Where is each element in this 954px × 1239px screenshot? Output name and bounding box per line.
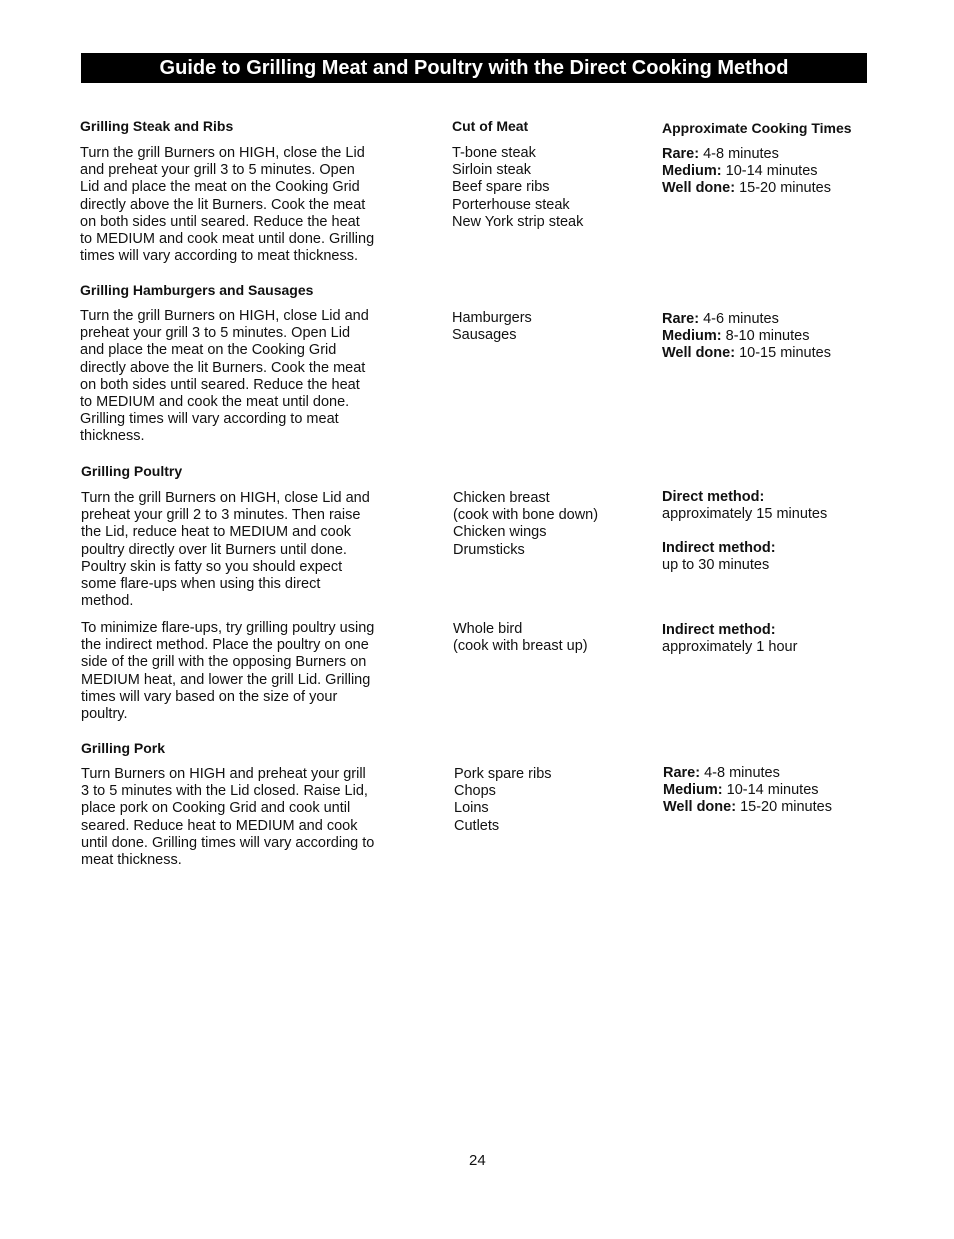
- time-row: Medium: 10-14 minutes: [663, 782, 819, 799]
- pork-cuts: Pork spare ribs Chops Loins Cutlets: [454, 766, 552, 834]
- poultry-indirect-instructions: To minimize flare-ups, try grilling poultry using the indirect method. Place the poultry on one side of the grill with the opposing Burners on MEDIUM heat, and lower the grill Lid. Grilling times will vary based on the size of your poultry.: [81, 620, 375, 723]
- hamburger-times: [662, 311, 831, 363]
- hamburger-cuts: Hamburgers Sausages: [452, 310, 532, 344]
- poultry-indirect-method: Indirect method: up to 30 minutes: [662, 540, 776, 574]
- whole-bird-cuts: Whole bird (cook with breast up): [453, 621, 588, 655]
- steak-instructions: Turn the grill Burners on HIGH, close the Lid and preheat your grill 3 to 5 minutes. Open Lid and place the meat on the Cooking Grid directly above the lit Burners. Cook the meat on both sides until seared. Reduce the heat to MEDIUM and cook meat until done. Grilling times will vary according to meat thickness.: [80, 145, 375, 265]
- time-row: Rare: 4-8 minutes: [663, 765, 780, 781]
- time-row: Well done: 15-20 minutes: [663, 799, 832, 816]
- column-header-cut: Cut of Meat: [452, 118, 529, 134]
- poultry-direct-method: Direct method: approximately 15 minutes: [662, 489, 828, 523]
- steak-times: [662, 146, 831, 198]
- column-header-times: Approximate Cooking Times: [662, 120, 852, 136]
- pork-instructions: Turn Burners on HIGH and preheat your grill 3 to 5 minutes with the Lid closed. Raise Lid, place pork on Cooking Grid and cook until seared. Reduce heat to MEDIUM and cook until done. Grilling times will vary according to meat thickness.: [81, 766, 375, 869]
- hamburger-instructions: Turn the grill Burners on HIGH, close Lid and preheat your grill 3 to 5 minutes. Open Lid and place the meat on the Cooking Grid directly above the lit Burners. Cook the meat on both sides until seared. Reduce the heat to MEDIUM and cook the meat until done. Grilling times will vary according to meat thickness.: [80, 308, 369, 445]
- whole-bird-method: Indirect method: approximately 1 hour: [662, 622, 798, 656]
- time-row: Well done: 15-20 minutes: [662, 180, 831, 197]
- time-row: Medium: 10-14 minutes: [662, 163, 818, 180]
- poultry-cuts: Chicken breast (cook with bone down) Chicken wings Drumsticks: [453, 490, 599, 558]
- time-row: Medium: 8-10 minutes: [662, 328, 810, 345]
- time-row: Rare: 4-6 minutes: [662, 311, 779, 327]
- section-heading-hamburgers: Grilling Hamburgers and Sausages: [80, 282, 314, 298]
- time-row: Well done: 10-15 minutes: [662, 345, 831, 362]
- time-row: Rare: 4-8 minutes: [662, 146, 779, 162]
- pork-times: [663, 765, 832, 817]
- section-heading-pork: Grilling Pork: [81, 740, 166, 756]
- page-number: 24: [469, 1152, 486, 1169]
- section-heading-steak: Grilling Steak and Ribs: [80, 118, 234, 134]
- page-title: Guide to Grilling Meat and Poultry with the Direct Cooking Method: [81, 53, 867, 83]
- section-heading-poultry: Grilling Poultry: [81, 463, 183, 479]
- poultry-instructions: Turn the grill Burners on HIGH, close Lid and preheat your grill 2 to 3 minutes. Then raise the Lid, reduce heat to MEDIUM and cook poultry directly over lit Burners until done. Poultry skin is fatty so you should expect some flare-ups when using this direct method.: [81, 490, 370, 610]
- steak-cuts: T-bone steak Sirloin steak Beef spare ribs Porterhouse steak New York strip steak: [452, 145, 584, 230]
